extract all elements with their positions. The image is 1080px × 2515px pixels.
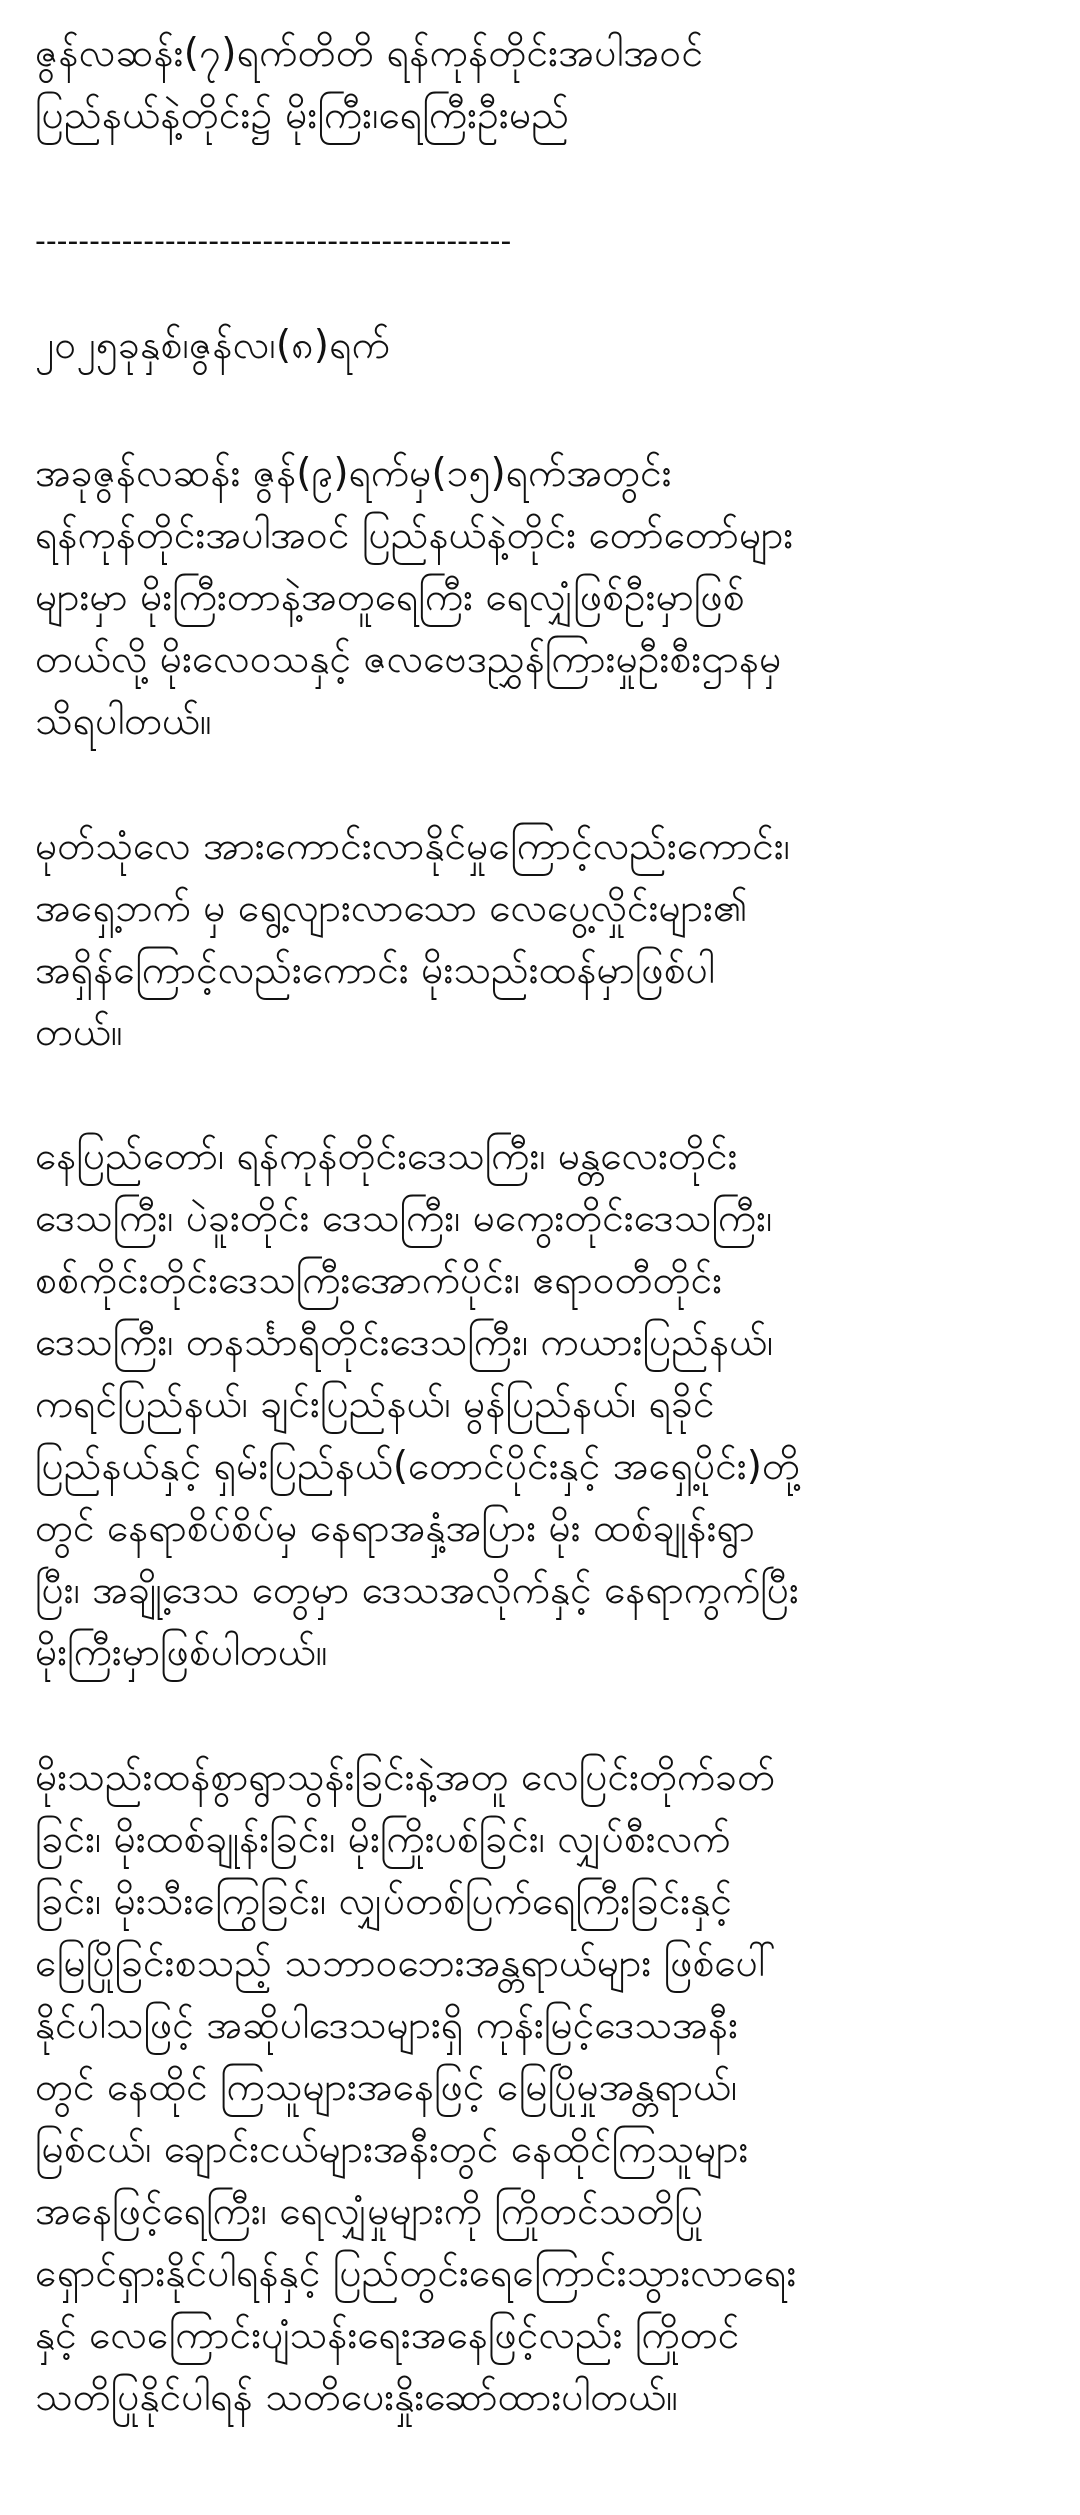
paragraph-2-line-4: တယ်။ (35, 1010, 123, 1055)
paragraph-1-line-4: တယ်လို့ မိုးလေဝသနှင့် ဇလဗေဒညွှန်ကြားမှုဦးစီးဌာနမှ (35, 637, 782, 682)
paragraph-4-line-2: ခြင်း၊ မိုးထစ်ချုန်းခြင်း၊ မိုးကြိုးပစ်ခြင်း၊ လျှပ်စီးလက် (35, 1817, 731, 1862)
paragraph-3-line-1: နေပြည်တော်၊ ရန်ကုန်တိုင်းဒေသကြီး၊ မန္တလေးတိုင်း (35, 1134, 738, 1179)
paragraph-4-line-1: မိုးသည်းထန်စွာရွာသွန်းခြင်းနဲ့အတူ လေပြင်းတိုက်ခတ် (35, 1755, 776, 1800)
post-title-line-2: ပြည်နယ်နဲ့တိုင်း၌ မိုးကြီး၊ရေကြီးဦးမည် (35, 93, 570, 138)
paragraph-1-line-2: ရန်ကုန်တိုင်းအပါအဝင် ပြည်နယ်နဲ့တိုင်း တော်တော်များ (35, 513, 794, 558)
paragraph-3-line-6: ပြည်နယ်နှင့် ရှမ်းပြည်နယ်(တောင်ပိုင်းနှင့် အရှေ့ပိုင်း)တို့ (35, 1444, 800, 1489)
paragraph-1-line-3: များမှာ မိုးကြီးတာနဲ့အတူရေကြီး ရေလျှံဖြစ်ဦးမှာဖြစ် (35, 575, 745, 620)
paragraph-3-line-4: ဒေသကြီး၊ တနင်္သာရီတိုင်းဒေသကြီး၊ ကယားပြည်နယ်၊ (35, 1320, 774, 1365)
paragraph-4-line-5: နိုင်ပါသဖြင့် အဆိုပါဒေသများရှိ ကုန်းမြင့်ဒေသအနီး (35, 2003, 738, 2048)
paragraph-4-line-11: သတိပြုနိုင်ပါရန် သတိပေးနှိုးဆော်ထားပါတယ်။ (35, 2375, 678, 2420)
paragraph-4-line-3: ခြင်း၊ မိုးသီးကြွေခြင်း၊ လျှပ်တစ်ပြက်ရေကြီးခြင်းနှင့် (35, 1879, 732, 1924)
paragraph-3-line-9: မိုးကြီးမှာဖြစ်ပါတယ်။ (35, 1630, 328, 1675)
divider: -------------------------------------------- (35, 224, 512, 259)
paragraph-1-line-5: သိရပါတယ်။ (35, 699, 212, 744)
paragraph-4-line-6: တွင် နေထိုင် ကြသူများအနေဖြင့် မြေပြိုမှုအန္တရာယ်၊ (35, 2065, 738, 2110)
paragraph-2-line-2: အရှေ့ဘက် မှ ရွေ့လျားလာသော လေပွေ့လှိုင်းများ၏ (35, 886, 748, 931)
paragraph-3-line-2: ဒေသကြီး၊ ပဲခူးတိုင်း ဒေသကြီး၊ မကွေးတိုင်းဒေသကြီး၊ (35, 1196, 773, 1241)
post-title-line-1: ဇွန်လဆန်း(၇)ရက်တိတိ ရန်ကုန်တိုင်းအပါအဝင် (35, 31, 704, 76)
paragraph-3-line-8: ပြီး၊ အချို့ဒေသ တွေမှာ ဒေသအလိုက်နှင့် နေရာကွက်ပြီး (35, 1568, 799, 1613)
paragraph-4-line-10: နှင့် လေကြောင်းပျံသန်းရေးအနေဖြင့်လည်း ကြိုတင် (35, 2313, 740, 2358)
paragraph-4-line-9: ရှောင်ရှားနိုင်ပါရန်နှင့် ပြည်တွင်းရေကြောင်းသွားလာရေး (35, 2251, 797, 2296)
paragraph-1-line-1: အခုဇွန်လဆန်း ဇွန်(၉)ရက်မှ(၁၅)ရက်အတွင်း (35, 451, 672, 496)
paragraph-4-line-8: အနေဖြင့်ရေကြီး၊ ရေလျှံမှုများကို ကြိုတင်သတိပြု (35, 2189, 704, 2234)
paragraph-4-line-7: မြစ်ငယ်၊ ချောင်းငယ်များအနီးတွင် နေထိုင်ကြသူများ (35, 2127, 749, 2172)
paragraph-3-line-7: တွင် နေရာစိပ်စိပ်မှ နေရာအနှံ့အပြား မိုး ထစ်ချုန်းရွာ (35, 1506, 755, 1551)
paragraph-2-line-1: မုတ်သုံလေ အားကောင်းလာနိုင်မှုကြောင့်လည်းကောင်း၊ (35, 824, 790, 869)
post-date: ၂၀၂၅ခုနှစ်၊ဇွန်လ၊(၈)ရက် (35, 323, 391, 368)
paragraph-3-line-5: ကရင်ပြည်နယ်၊ ချင်းပြည်နယ်၊ မွန်ပြည်နယ်၊ ရခိုင် (35, 1382, 715, 1427)
paragraph-3-line-3: စစ်ကိုင်းတိုင်းဒေသကြီးအောက်ပိုင်း၊ ဧရာဝတီတိုင်း (35, 1258, 723, 1303)
paragraph-2-line-3: အရှိန်ကြောင့်လည်းကောင်း မိုးသည်းထန်မှာဖြစ်ပါ (35, 948, 715, 993)
paragraph-4-line-4: မြေပြိုခြင်းစသည့် သဘာဝဘေးအန္တရာယ်များ ဖြစ်ပေါ် (35, 1941, 776, 1986)
top-edge (0, 0, 1080, 6)
